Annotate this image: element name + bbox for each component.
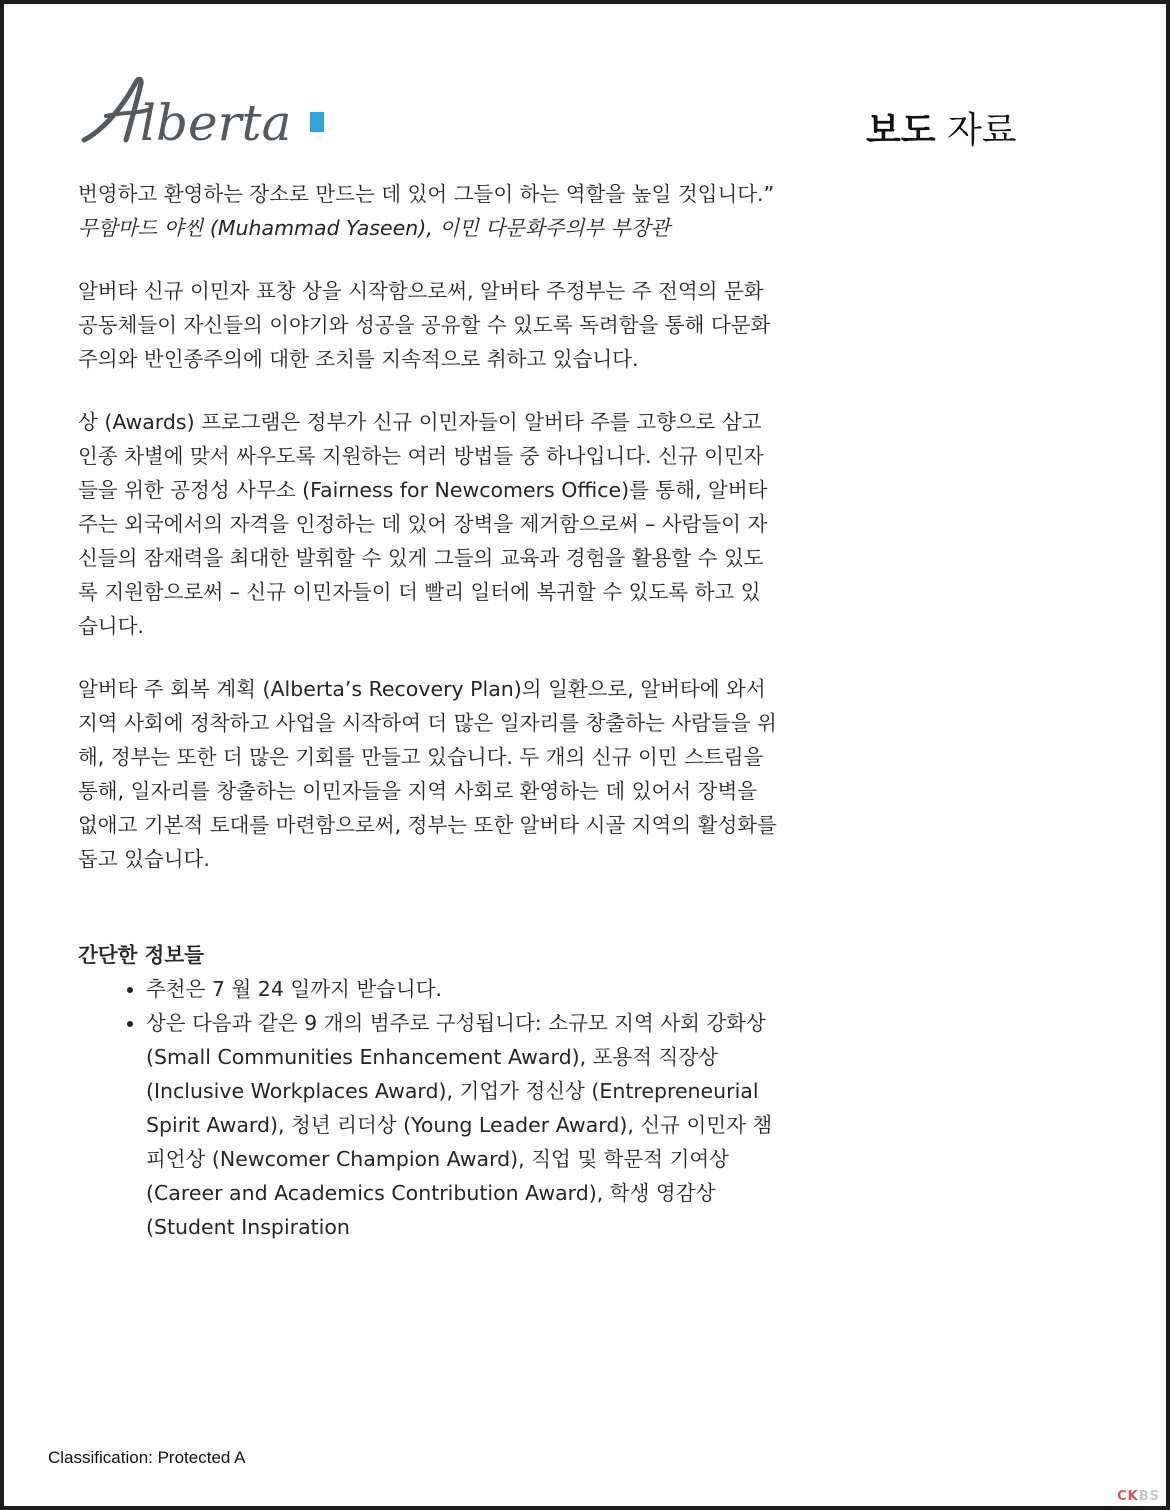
paragraph-2: 상 (Awards) 프로그램은 정부가 신규 이민자들이 알버타 주를 고향으로 삼고 인종 차별에 맞서 싸우도록 지원하는 여러 방법들 중 하나입니다. 신규 이민자들을 위한 공정성 사무소 (Fairness for Newcomers Office)를 통해, 알버타 주는 외국에서의 자격을 인정하는 데 있어 장벽을 제거함으로써 – 사람들이 자신들의 잠재력을 최대한 발휘할 수 있게 그들의 교육과 경험을 활용할 수 있도록 지원함으로써 – 신규 이민자들이 더 빨리 일터에 복귀할 수 있도록 하고 있습니다. [78, 410, 768, 638]
quote-block [78, 177, 778, 245]
watermark: CKBS [1117, 1489, 1160, 1504]
list-item: • 추천은 7 월 24 일까지 받습니다. [146, 972, 778, 1006]
svg-text:lberta: lberta [140, 94, 292, 152]
quote-text: 번영하고 환영하는 장소로 만드는 데 있어 그들이 하는 역할을 높일 것입니다.” [78, 182, 775, 206]
facts-heading: 간단한 정보들 [78, 943, 204, 967]
article-body [78, 177, 778, 1244]
alberta-logo [78, 74, 328, 152]
classification-label: Classification: Protected A [48, 1448, 246, 1467]
paragraph-1: 알버타 신규 이민자 표창 상을 시작함으로써, 알버타 주정부는 주 전역의 문화 공동체들이 자신들의 이야기와 성공을 공유할 수 있도록 독려함을 통해 다문화주의와 반인종주의에 대한 조치를 지속적으로 취하고 있습니다. [78, 279, 771, 371]
facts-list [78, 972, 778, 1244]
list-item: • 상은 다음과 같은 9 개의 범주로 구성됩니다: 소규모 지역 사회 강화상 (Small Communities Enhancement Award), 포용적 직장상 (Inclusive Workplaces Award), 기업가 정신상 (Entrepreneurial Spirit Award), 청년 리더상 (Young Leader Award), 신규 이민자 챔피언상 (Newcomer Champion Award), 직업 및 학문적 기여상 (Career and Academics Contribution Award), 학생 영감상 (Student Inspiration [146, 1006, 778, 1244]
quote-attribution: 무함마드 야씬 (Muhammad Yaseen), 이민 다문화주의부 부장관 [78, 216, 671, 240]
paragraph-3: 알버타 주 회복 계획 (Alberta’s Recovery Plan)의 일환으로, 알버타에 와서 지역 사회에 정착하고 사업을 시작하여 더 많은 일자리를 창출하는 사람들을 위해, 정부는 또한 더 많은 기회를 만들고 있습니다. 두 개의 신규 이민 스트림을 통해, 일자리를 창출하는 이민자들을 지역 사회로 환영하는 데 있어서 장벽을 없애고 기본적 토대를 마련함으로써, 정부는 또한 알버타 시골 지역의 활성화를 돕고 있습니다. [78, 677, 777, 871]
press-release-title: 보도 자료 [866, 110, 1017, 151]
